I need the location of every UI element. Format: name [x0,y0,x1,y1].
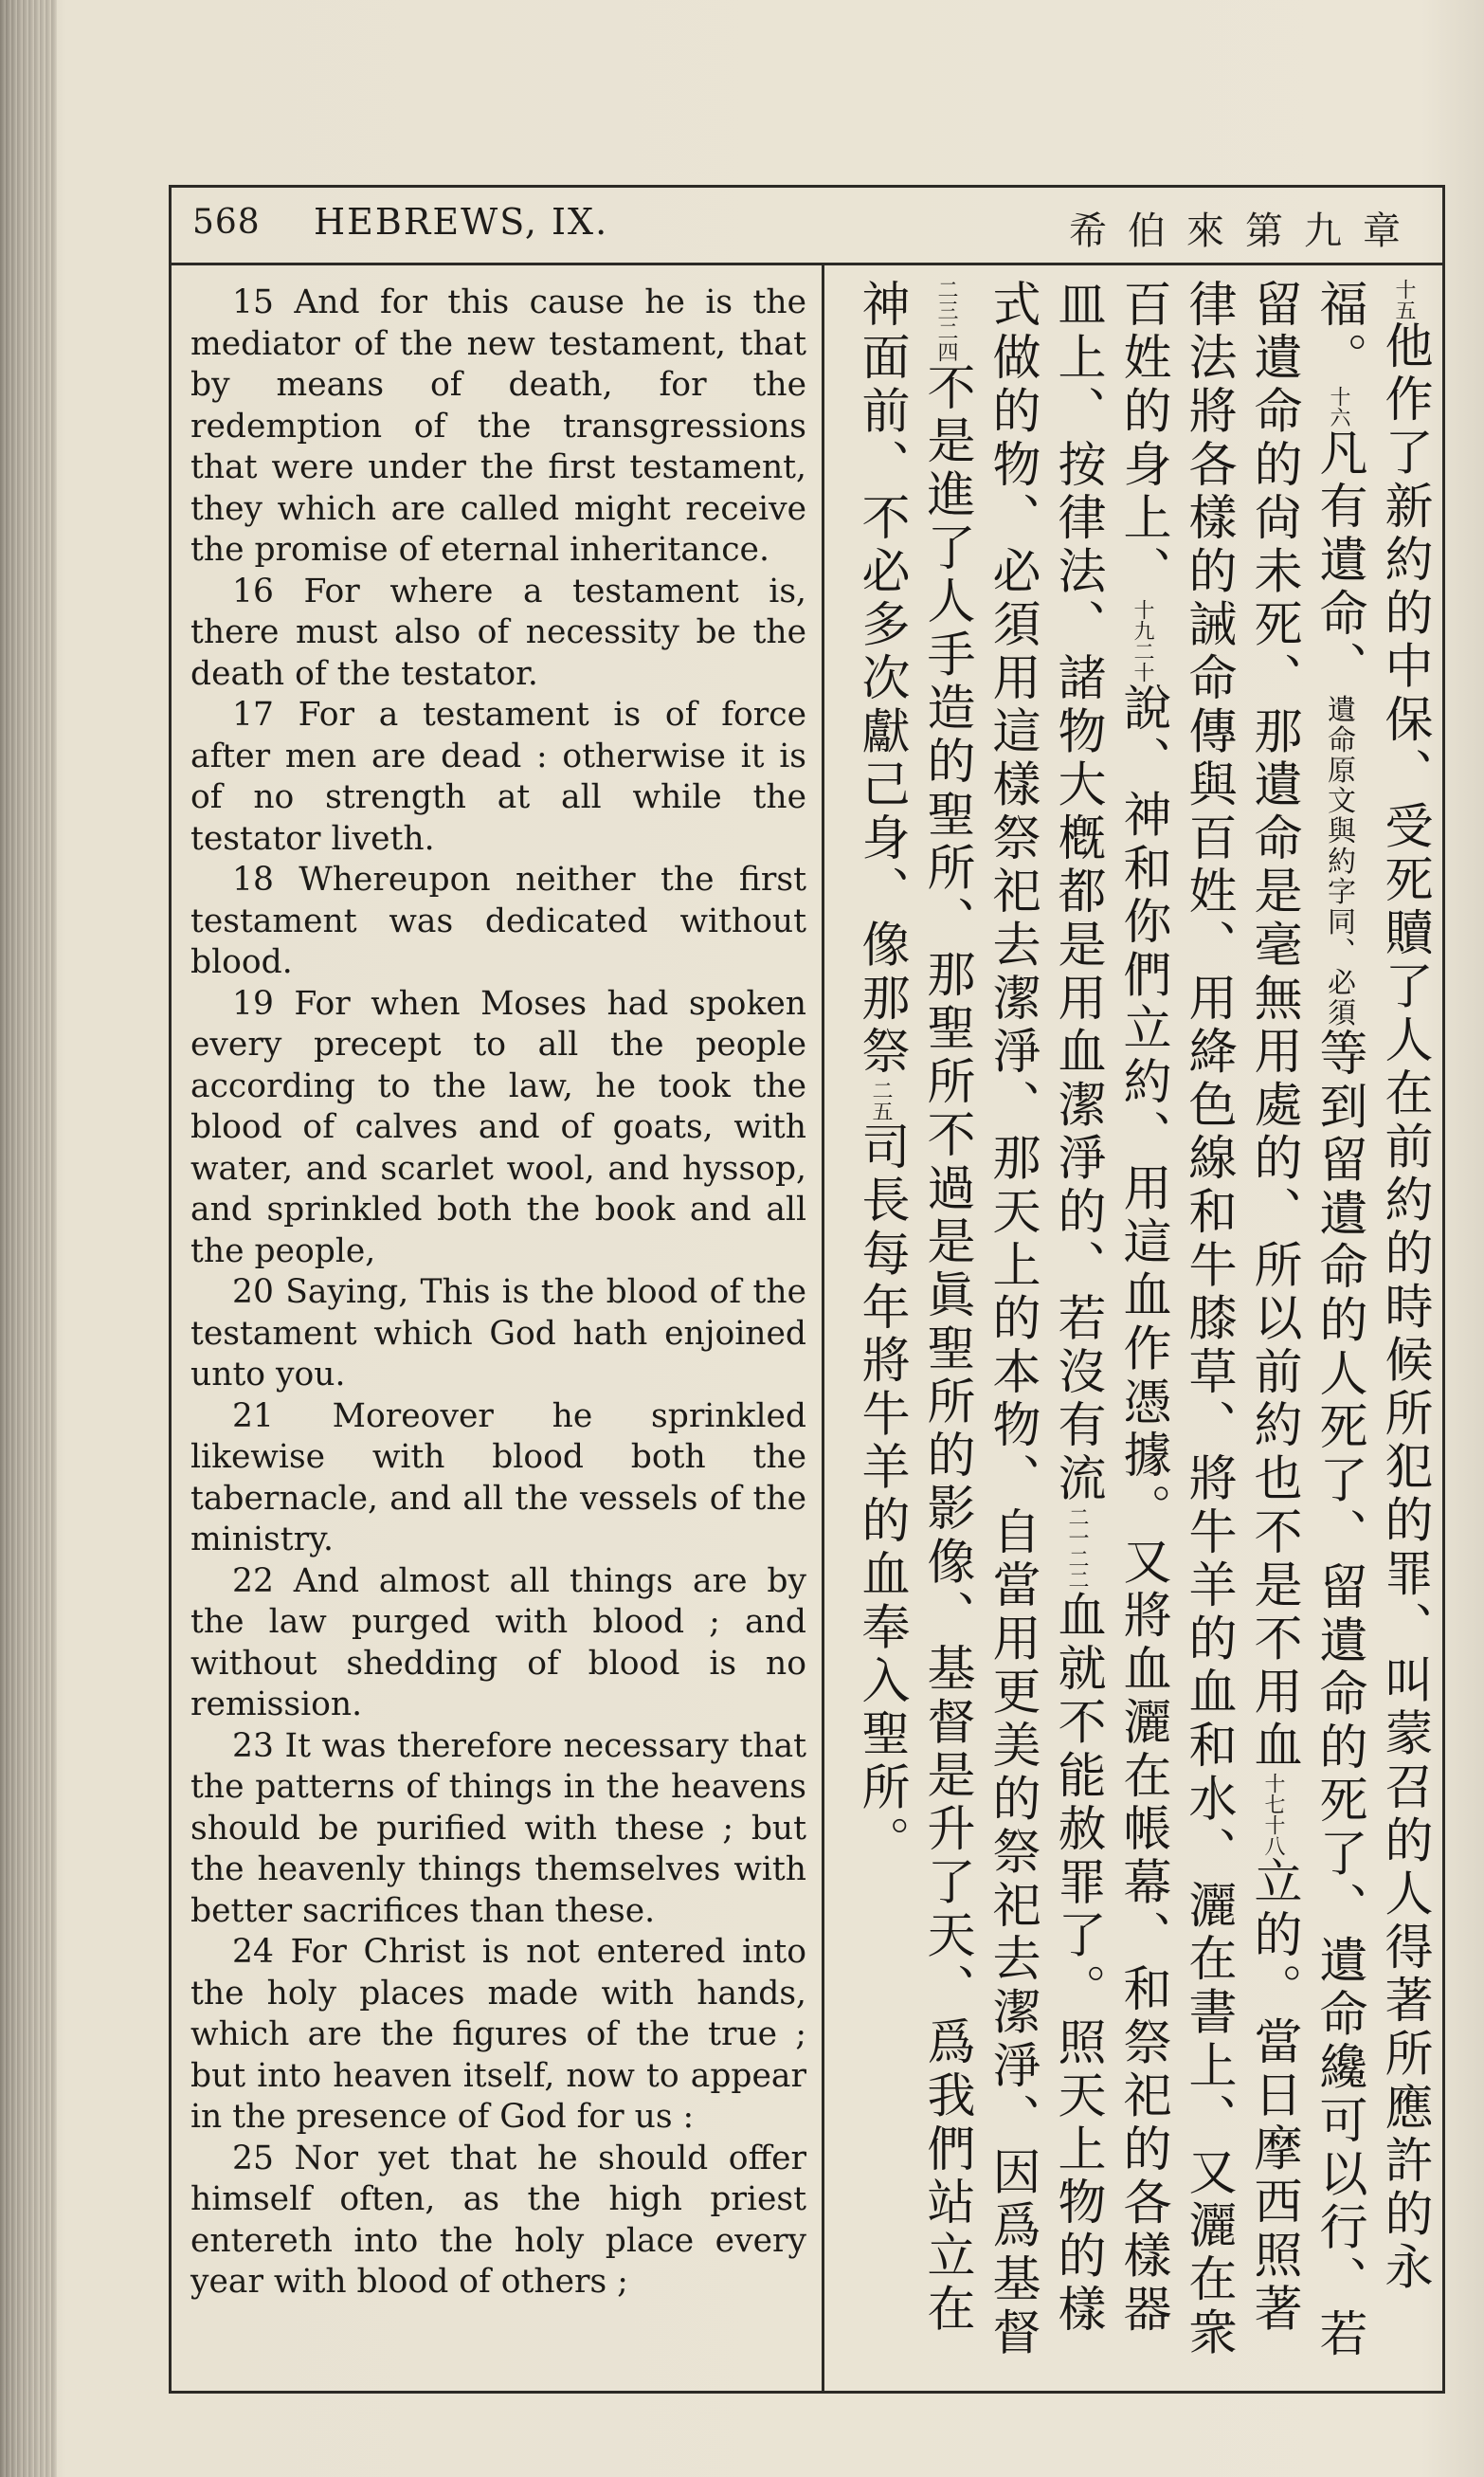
verse-number: 22 [232,1561,274,1600]
chinese-verse [853,1080,909,1868]
chinese-verse [1311,386,1366,1029]
verse-number: 23 [232,1726,274,1765]
chinese-verse [1049,1506,1105,1548]
verse-text: For a testament is of force after men are dead : otherwise it is of no strength at all while the testator liveth. [190,696,806,858]
chinese-verse-text: 等到留遺命的人死了、留遺命的死了、遺命纔可以行、若留遺命的尙未死、那遺命是毫無用處的、所以前約也不是不用血 [1245,279,1366,2362]
verse-text: Nor yet that he should offer himself often, as the high priest entereth into the holy place every year with blood of others ; [190,2139,806,2301]
page-number: 568 [192,203,261,242]
chinese-verse-number: 二十 [1131,640,1154,683]
verse-number: 15 [232,283,274,321]
verse-number: 25 [232,2139,274,2177]
english-verse-24 [190,1932,806,2139]
running-head: HEBREWS, IX. [314,201,609,243]
english-verse-17 [190,695,806,860]
verse-text: And almost all things are by the law purged with blood ; and without shedding of blood is no remission. [190,1561,806,1723]
chinese-verse-number: 二四 [934,320,958,362]
verse-text: For Christ is not entered into the holy places made with hands, which are the figures of the true ; but into heaven itself, now to appear in the presence of God for us : [190,1933,806,2136]
verse-text: It was therefore necessary that the patterns of things in the heavens should be purified with these ; but the heavenly things themselves with better sacrifices than these. [190,1726,806,1930]
english-verse-16 [190,572,806,696]
verse-number: 21 [232,1396,274,1435]
verse-number: 20 [232,1273,274,1311]
verse-number: 16 [232,572,274,610]
chinese-verse-number: 二五 [869,1079,893,1121]
chinese-verse-number: 二三 [934,279,958,320]
chinese-column [835,279,1437,2378]
page-frame [169,185,1445,2394]
verse-text: And for this cause he is the mediator of the new testament, that by means of death, for the redemption of the transgressions that were under the first testament, they which are called might receive the promise of eternal inheritance. [190,283,806,569]
chinese-running-head: 希伯來第九章 [1069,209,1421,253]
chinese-verse-number: 十五 [1392,279,1416,320]
verse-number: 18 [232,861,274,899]
verse-text: For when Moses had spoken every precept to all the people according to the law, he took the blood of calves and of goats, with water, and scarlet wool, and hyssop, and sprinkled both the book and all the people, [190,984,806,1270]
chinese-verse-text: 司長每年將牛羊的血奉入聖所。 [853,1120,909,1868]
english-verse-22 [190,1561,806,1726]
chinese-verse [918,279,974,320]
verse-number: 24 [232,1933,274,1971]
chinese-verse-text: 血就不能赦罪了。照天上物的樣式做的物、必須用這樣祭祀去潔淨、那天上的本物、自當用更美的祭祀去潔淨、因爲基督 [984,279,1105,2360]
english-verse-18 [190,860,806,984]
chinese-verse-text: 說、神和你們立約、用這血作憑據。又將血灑在帳幕、和祭祀的各樣器皿上、按律法、諸物大槪都是用血潔淨的、若沒有流 [1049,279,1170,2338]
verse-text: Whereupon neither the first testament was dedicated without blood. [190,861,806,981]
chinese-verse-number: 十八 [1261,1814,1285,1857]
chinese-verse [1114,599,1170,641]
chinese-verse-number: 十七 [1261,1773,1285,1815]
chinese-verse-text: 他作了新約的中保、受死贖了人在前約的時候所犯的罪、叫蒙召的人得著所應許的永福。 [1311,279,1432,2296]
chinese-verse-text: 不是進了人手造的聖所、那聖所不過是眞聖所的影像、基督是升了天、爲我們站立在神面前、不必多次獻己身、像那祭 [853,279,974,2338]
verse-text: Saying, This is the blood of the testament which God hath enjoined unto you. [190,1273,806,1393]
page-header [172,188,1442,265]
chinese-verse-number: 二二 [1065,1547,1089,1590]
english-verse-21 [190,1396,806,1561]
english-column [190,282,806,2304]
chinese-verse [1245,1773,1301,1814]
english-verse-23 [190,1726,806,1933]
verse-text: For where a testament is, there must also of necessity be the death of the testator. [190,572,806,693]
chinese-verse-number: 二一 [1065,1505,1089,1548]
column-divider [822,265,824,2394]
verse-number: 17 [232,696,274,734]
chinese-verse-text: 凡有遺命、 [1311,427,1366,695]
english-verse-15 [190,282,806,572]
chinese-verse-number: 十六 [1327,385,1350,428]
chinese-annotation: 遺命原文與約字同、必須 [1322,694,1355,1029]
chinese-verse-text: 立的。當日摩西照著律法將各樣的誡命傳與百姓、用絳色線和牛膝草、將牛羊的血和水、灑在書上、又灑在衆百姓的身上、 [1114,279,1301,2360]
verse-text: Moreover he sprinkled likewise with blood both the tabernacle, and all the vessels of the ministry. [190,1396,806,1558]
english-verse-19 [190,984,806,1273]
book-page-edges [0,0,57,2477]
english-verse-25 [190,2139,806,2304]
english-verse-20 [190,1272,806,1396]
verse-number: 19 [232,984,274,1023]
chinese-verse-number: 十九 [1131,598,1154,641]
